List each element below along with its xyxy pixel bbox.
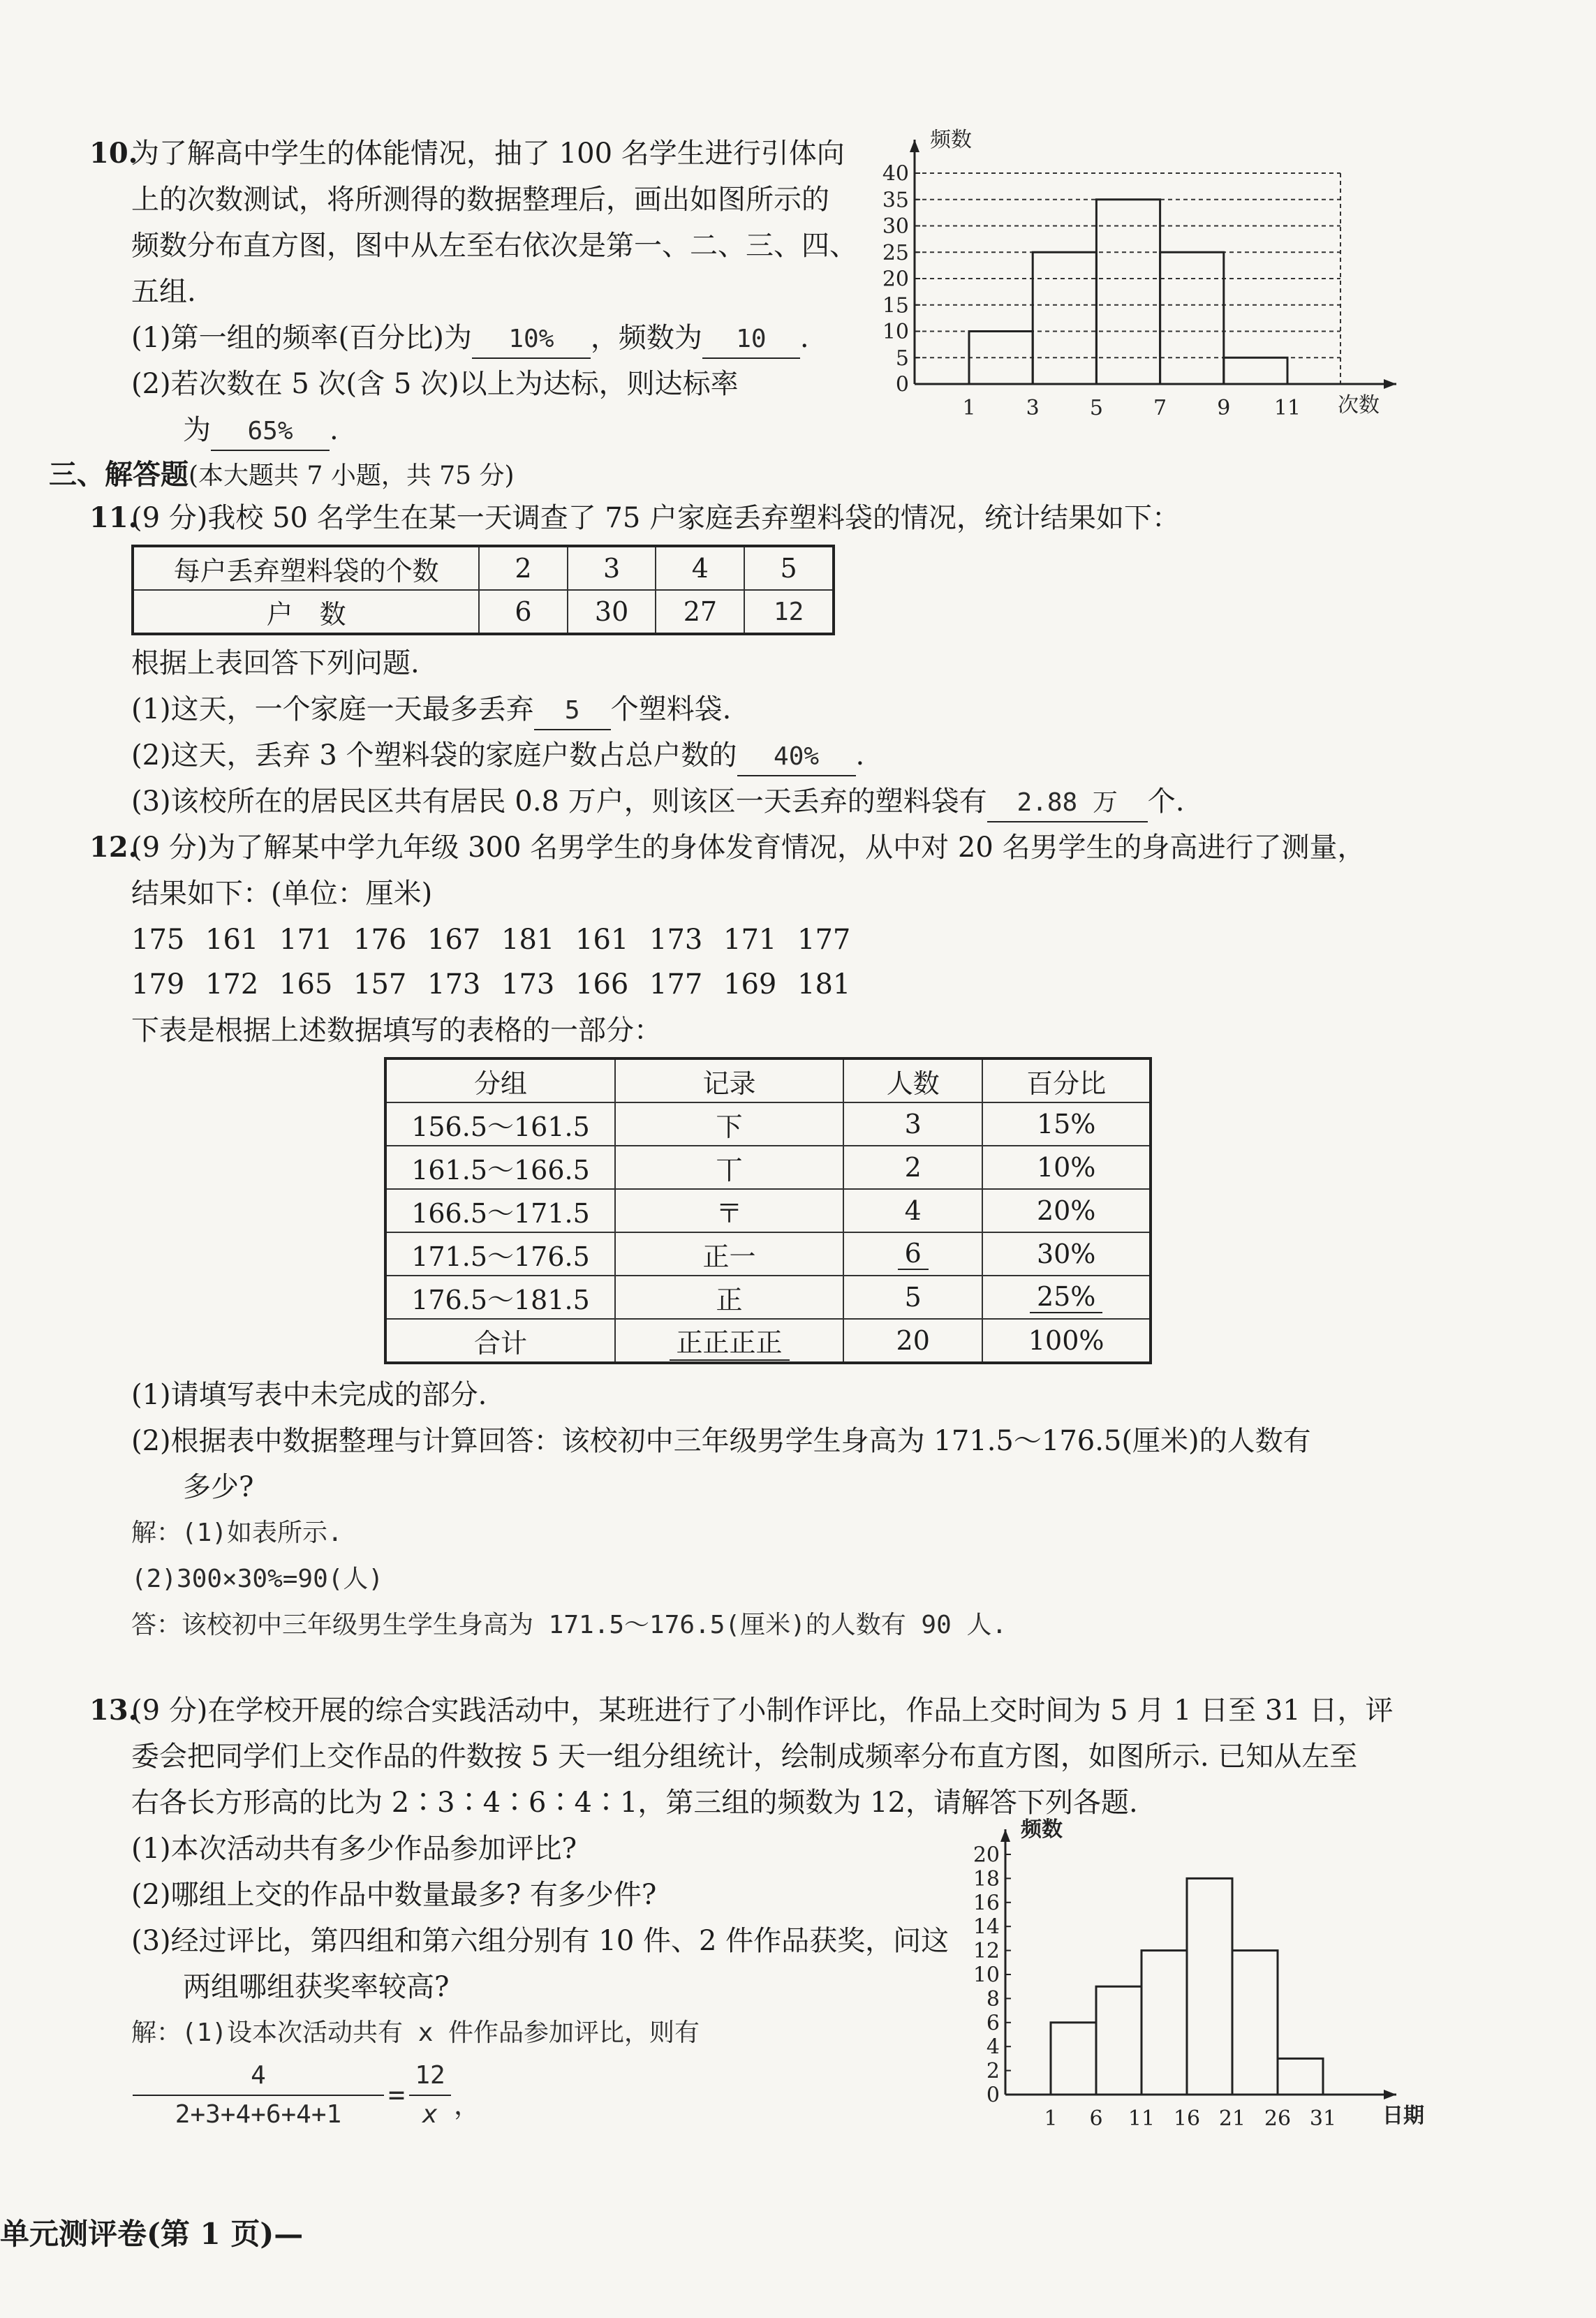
x-tick-label: 31 [1309,2106,1337,2131]
q13-question-3-line-1: (3)经过评比，第四组和第六组分别有 10 件、2 件作品获奖，问这 [131,1925,950,1957]
q13-frac2-denominator: x [422,2100,438,2129]
q10-line-3: 频数分布直方图，图中从左至右依次是第一、二、三、四、 [131,230,857,262]
q12-datum: 177 [649,968,703,1001]
q11-part-1 [131,688,731,730]
q11-table-row-1 [133,546,834,590]
q12-datum: 161 [575,924,629,956]
q10-line-1: 为了解高中学生的体能情况，抽了 100 名学生进行引体向 [131,138,845,170]
y-axis-arrow [1000,1829,1010,1842]
q12-table [384,1057,1152,1364]
q12-cell-count: 2 [843,1146,982,1189]
histogram-bar [1187,1878,1232,2095]
y-tick-label: 40 [882,161,909,186]
q12-filled-count: 6 [898,1238,929,1270]
y-tick-label: 12 [973,1939,1000,1964]
q13-line-1: (9 分)在学校开展的综合实践活动中，某班进行了小制作评比，作品上交时间为 5 月 1 日至 31 日，评 [131,1695,1394,1727]
q12-table-row [385,1276,1151,1319]
x-tick-label: 7 [1153,396,1167,420]
q12-header-cell: 分组 [385,1058,615,1102]
q13-line-3: 右各长方形高的比为 2∶3∶4∶6∶4∶1，第三组的频数为 12，请解答下列各题. [131,1787,1138,1819]
q10-part-1 [131,317,809,359]
y-tick-label: 0 [895,372,909,397]
histogram-bar [1141,1951,1187,2095]
q10-p1-answer-1: 10% [472,321,591,359]
q10-p1-answer-2: 10 [702,321,800,359]
q12-cell-percent: 10% [982,1146,1151,1189]
q11-p3-end: 个. [1147,785,1185,818]
q13-equals: = [388,2079,406,2111]
q13-frac2-numerator: 12 [415,2061,445,2090]
q12-cell-group: 176.5～181.5 [385,1276,615,1319]
x-tick-label: 26 [1264,2106,1292,2131]
y-tick-label: 10 [882,320,909,344]
q12-datum: 166 [575,968,629,1001]
q12-line-1: (9 分)为了解某中学九年级 300 名男学生的身体发育情况，从中对 20 名男学生的身高进行了测量， [131,832,1366,864]
q12-question-2-line-1: (2)根据表中数据整理与计算回答：该校初中三年级男学生身高为 171.5～176.5(厘米)的人数有 [131,1425,1311,1457]
q12-cell-record: 正一 [615,1232,843,1276]
q12-question-1: (1)请填写表中未完成的部分. [131,1379,487,1411]
q11-p1-pre: (1)这天，一个家庭一天最多丢弃 [131,693,534,725]
q12-cell-group: 171.5～176.5 [385,1232,615,1276]
section-3-note: (本大题共 7 小题，共 75 分) [189,462,515,490]
q12-filled-record: 正正正正 [670,1321,790,1361]
x-axis-title: 次数 [1338,393,1380,418]
q12-header-cell: 百分比 [982,1058,1151,1102]
histogram-bar [1096,200,1160,384]
q12-table-intro: 下表是根据上述数据填写的表格的一部分： [131,1014,662,1047]
q13-number: 13. [89,1694,138,1727]
q12-cell-record: 正 [615,1276,843,1319]
q11-number: 11. [89,501,138,534]
q12-question-2-line-2: 多少? [183,1471,254,1503]
x-tick-label: 11 [1128,2106,1155,2131]
q12-datum: 167 [427,924,481,956]
y-axis-arrow [910,140,919,152]
q12-solution-2: (2)300×30%=90(人) [131,1565,384,1593]
q12-datum: 177 [797,924,851,956]
y-tick-label: 15 [882,293,909,318]
q12-header-cell: 人数 [843,1058,982,1102]
q12-datum: 171 [723,924,777,956]
q11-part-3 [131,781,1184,822]
q13-frac1-denominator: 2+3+4+6+4+1 [175,2100,342,2129]
q12-datum: 172 [205,968,259,1001]
histogram-bar [1224,357,1287,384]
q10-p2-pre: 为 [183,414,211,446]
histogram-bar [1033,252,1096,384]
q11-p2-end: . [855,739,865,772]
q12-cell-count-filled [843,1232,982,1276]
q12-cell-percent: 30% [982,1232,1151,1276]
y-tick-label: 2 [986,2059,1000,2084]
y-tick-label: 30 [882,214,909,239]
y-tick-label: 20 [973,1843,1000,1868]
q11-p2-pre: (2)这天，丢弃 3 个塑料袋的家庭户数占总户数的 [131,739,737,772]
q11-table-cell: 3 [568,546,656,590]
q12-cell-record: 〒 [615,1189,843,1232]
q13-line-2: 委会把同学们上交作品的件数按 5 天一组分组统计，绘制成频率分布直方图，如图所示. 已知从左至 [131,1741,1358,1773]
q12-cell-count: 5 [843,1276,982,1319]
q12-cell-record: 丅 [615,1146,843,1189]
q12-filled-percent: 25% [1030,1281,1102,1313]
histogram-bar [1096,1986,1141,2095]
q12-data-row-1 [131,919,871,961]
y-tick-label: 16 [973,1891,1000,1916]
x-axis-arrow [1384,379,1396,389]
q11-table-cell: 4 [656,546,744,590]
q12-data-row-2 [131,964,871,1005]
q12-line-2: 结果如下：(单位：厘米) [131,878,433,910]
q12-datum: 169 [723,968,777,1001]
q10-part-2-line-1: (2)若次数在 5 次(含 5 次)以上为达标，则达标率 [131,368,739,400]
q12-number: 12. [89,831,138,864]
x-tick-label: 1 [962,396,976,420]
q12-cell-percent: 100% [982,1319,1151,1363]
q10-line-4: 五组. [131,276,196,308]
y-tick-label: 0 [986,2083,1000,2108]
x-tick-label: 5 [1089,396,1103,420]
q11-table-header-1: 每户丢弃塑料袋的个数 [133,546,479,590]
q12-table-header-row [385,1058,1151,1102]
q12-datum: 175 [131,924,185,956]
q11-p1-answer: 5 [534,693,611,730]
q12-datum: 173 [649,924,703,956]
q10-number: 10. [89,137,138,170]
q12-datum: 171 [279,924,333,956]
section-3-header [49,454,515,497]
q11-table-cell-stamped: 12 [744,590,834,634]
q12-datum: 173 [501,968,555,1001]
q11-p1-end: 个塑料袋. [610,693,732,725]
page-footer: 单元测评卷(第 1 页)— [0,2217,304,2251]
q13-frac1-numerator: 4 [251,2061,266,2090]
q10-line-2: 上的次数测试，将所测得的数据整理后，画出如图所示的 [131,184,829,216]
q12-cell-group: 166.5～171.5 [385,1189,615,1232]
x-axis-title: 日期 [1382,2104,1424,2128]
q12-datum: 173 [427,968,481,1001]
q12-datum: 157 [353,968,407,1001]
histogram-bar [1232,1951,1278,2095]
q12-header-cell: 记录 [615,1058,843,1102]
q13-question-2: (2)哪组上交的作品中数量最多? 有多少件? [131,1879,657,1911]
q12-cell-group: 合计 [385,1319,615,1363]
q11-table [131,545,835,635]
x-tick-label: 3 [1026,396,1040,420]
q12-cell-count: 20 [843,1319,982,1363]
q11-intro: 根据上表回答下列问题. [131,647,420,679]
q10-p1-pre: (1)第一组的频率(百分比)为 [131,322,472,354]
q11-p3-pre: (3)该校所在的居民区共有居民 0.8 万户，则该区一天丢弃的塑料袋有 [131,785,987,818]
q12-cell-group: 156.5～161.5 [385,1102,615,1146]
x-tick-label: 16 [1173,2106,1201,2131]
q11-table-cell: 5 [744,546,834,590]
x-tick-label: 11 [1273,396,1301,420]
q12-solution-1: 解：(1)如表所示. [131,1519,343,1547]
q12-cell-count: 4 [843,1189,982,1232]
q11-p2-answer: 40% [737,739,856,776]
x-tick-label: 21 [1218,2106,1246,2131]
q13-solution-1: 解：(1)设本次活动共有 x 件作品参加评比，则有 [131,2018,700,2047]
q12-table-total-row [385,1319,1151,1363]
y-tick-label: 14 [973,1914,1000,1940]
q13-question-3-line-2: 两组哪组获奖率较高? [183,1971,450,2003]
q12-cell-percent-filled [982,1276,1151,1319]
q10-p1-end: . [799,322,809,354]
q13-frac1-bar [133,2095,384,2096]
q12-cell-percent: 15% [982,1102,1151,1146]
q12-cell-record-filled [615,1319,843,1363]
y-axis-title: 频数 [1021,1817,1063,1842]
q12-table-row [385,1102,1151,1146]
q12-datum: 181 [797,968,851,1001]
q11-p3-answer: 2.88 万 [987,785,1148,822]
histogram-bar [1051,2023,1096,2095]
q12-datum: 181 [501,924,555,956]
q12-cell-group: 161.5～166.5 [385,1146,615,1189]
chart-q13-histogram [950,1815,1452,2136]
q10-p2-end: . [330,414,339,446]
q13-frac2-bar [409,2095,451,2096]
y-tick-label: 6 [986,2011,1000,2036]
q13-question-1: (1)本次活动共有多少作品参加评比? [131,1833,577,1865]
q12-table-row [385,1146,1151,1189]
q11-table-cell: 30 [568,590,656,634]
y-tick-label: 18 [973,1866,1000,1891]
section-3-title: 三、解答题 [49,458,189,491]
q10-p1-mid: ，频数为 [590,322,702,354]
q12-datum: 165 [279,968,333,1001]
x-tick-label: 9 [1217,396,1231,420]
q12-datum: 176 [353,924,407,956]
y-tick-label: 10 [973,1963,1000,1988]
q11-table-cell: 2 [479,546,567,590]
q12-cell-count: 3 [843,1102,982,1146]
q12-cell-record: 下 [615,1102,843,1146]
q12-cell-percent: 20% [982,1189,1151,1232]
q11-text: (9 分)我校 50 名学生在某一天调查了 75 户家庭丢弃塑料袋的情况，统计结果如下： [131,502,1181,534]
q11-part-2 [131,734,864,776]
q12-table-row [385,1189,1151,1232]
q12-datum: 179 [131,968,185,1001]
q12-datum: 161 [205,924,259,956]
x-tick-label: 1 [1044,2106,1058,2131]
q11-table-row-2 [133,590,834,634]
y-axis-title: 频数 [930,128,972,152]
y-tick-label: 5 [895,346,909,371]
q10-part-2-line-2 [183,409,339,451]
q12-solution-3: 答：该校初中三年级男生学生身高为 171.5～176.5(厘米)的人数有 90 人. [131,1611,1007,1639]
q13-comma: ， [454,2090,481,2120]
q11-table-cell: 6 [479,590,567,634]
y-tick-label: 4 [986,2035,1000,2060]
q10-p2-answer: 65% [211,413,330,451]
y-tick-label: 35 [882,188,909,213]
y-tick-label: 20 [882,267,909,292]
chart-q10-histogram [866,126,1410,426]
q11-table-header-2: 户 数 [133,590,479,634]
y-tick-label: 8 [986,1986,1000,2011]
histogram-bar [1278,2058,1323,2095]
q11-table-cell: 27 [656,590,744,634]
q12-table-row [385,1232,1151,1276]
histogram-bar [1160,252,1224,384]
y-tick-label: 25 [882,240,909,265]
x-tick-label: 6 [1089,2106,1103,2131]
x-axis-arrow [1384,2090,1396,2099]
